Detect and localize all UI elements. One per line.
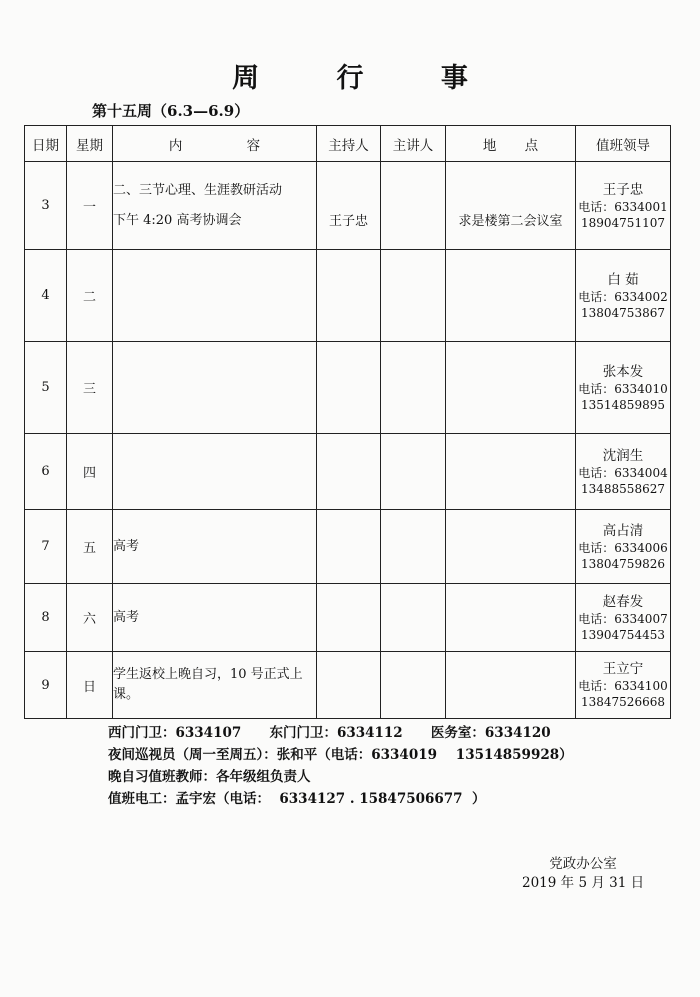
signoff xyxy=(522,855,644,893)
row-date: 8 xyxy=(25,584,67,652)
footer-notes xyxy=(108,722,573,810)
row-weekday: 三 xyxy=(67,342,113,434)
row-content xyxy=(113,342,317,434)
row-date: 6 xyxy=(25,434,67,510)
leader-name: 高占清 xyxy=(602,522,644,539)
row-date: 3 xyxy=(25,162,67,250)
row-weekday: 五 xyxy=(67,510,113,584)
row-date: 7 xyxy=(25,510,67,584)
row-leader xyxy=(576,250,671,342)
row-date: 9 xyxy=(25,652,67,719)
host-name: 王子忠 xyxy=(328,214,368,229)
issue-date: 2019 年 5 月 31 日 xyxy=(522,875,645,891)
leader-name: 王子忠 xyxy=(602,181,644,198)
content-line: 二、三节心理、生涯教研活动 xyxy=(113,182,283,198)
row-speaker xyxy=(381,652,446,719)
row-speaker xyxy=(381,162,446,250)
row-weekday: 二 xyxy=(67,250,113,342)
row-speaker xyxy=(381,342,446,434)
row-content: 高考 xyxy=(113,510,317,584)
header-date: 日期 xyxy=(25,126,67,162)
header-speaker: 主讲人 xyxy=(381,126,446,162)
row-content xyxy=(113,250,317,342)
row-speaker xyxy=(381,584,446,652)
row-speaker xyxy=(381,510,446,584)
row-place xyxy=(446,434,576,510)
table-row xyxy=(25,652,671,719)
row-content: 高考 xyxy=(113,584,317,652)
row-leader xyxy=(576,342,671,434)
table-row xyxy=(25,250,671,342)
row-leader xyxy=(576,510,671,584)
row-date: 4 xyxy=(25,250,67,342)
table-row xyxy=(25,584,671,652)
row-weekday: 六 xyxy=(67,584,113,652)
row-place xyxy=(446,584,576,652)
header-place: 地 点 xyxy=(446,126,576,162)
leader-phone: 电话：6334006 xyxy=(578,540,668,555)
table-row xyxy=(25,162,671,250)
leader-name: 白 茹 xyxy=(607,271,639,288)
leader-name: 沈润生 xyxy=(602,447,644,464)
leader-phone: 电话：6334002 xyxy=(578,289,668,304)
leader-name: 王立宁 xyxy=(602,661,644,677)
row-host xyxy=(317,434,381,510)
row-leader xyxy=(576,652,671,719)
row-weekday: 日 xyxy=(67,652,113,719)
table-row xyxy=(25,342,671,434)
row-host xyxy=(317,510,381,584)
place-name: 求是楼第二会议室 xyxy=(458,214,563,229)
page-title: 周 行 事 xyxy=(232,63,502,94)
row-leader xyxy=(576,584,671,652)
leader-phone: 电话：6334004 xyxy=(578,465,668,480)
row-content xyxy=(113,434,317,510)
row-host xyxy=(317,584,381,652)
issuing-office: 党政办公室 xyxy=(549,856,617,872)
row-place xyxy=(446,342,576,434)
leader-name: 张本发 xyxy=(602,363,644,380)
row-place xyxy=(446,652,576,719)
leader-phone: 电话：6334001 xyxy=(578,199,668,214)
week-label: 第十五周（6.3—6.9） xyxy=(92,102,250,120)
row-leader xyxy=(576,162,671,250)
row-place xyxy=(446,510,576,584)
leader-mobile: 13488558627 xyxy=(581,481,665,496)
schedule-table xyxy=(24,125,671,719)
row-place xyxy=(446,162,576,250)
header-leader: 值班领导 xyxy=(576,126,671,162)
row-host xyxy=(317,250,381,342)
leader-mobile: 13804759826 xyxy=(581,556,665,571)
table-row xyxy=(25,510,671,584)
row-speaker xyxy=(381,434,446,510)
row-place xyxy=(446,250,576,342)
row-content xyxy=(113,162,317,250)
header-host: 主持人 xyxy=(317,126,381,162)
leader-mobile: 13804753867 xyxy=(581,305,665,320)
leader-name: 赵春发 xyxy=(602,593,644,610)
gate-phones: 西门门卫：6334107 东门门卫：6334112 医务室：6334120 xyxy=(108,725,551,741)
leader-mobile: 13514859895 xyxy=(581,397,665,412)
header-row xyxy=(25,126,671,162)
leader-mobile: 13904754453 xyxy=(581,627,665,642)
night-patrol: 夜间巡视员（周一至周五）：张和平（电话：6334019 13514859928） xyxy=(108,747,573,763)
content-line: 下午 4:20 高考协调会 xyxy=(113,212,242,228)
duty-electrician: 值班电工：孟宇宏（电话： 6334127 . 15847506677 ） xyxy=(108,791,486,807)
leader-phone: 电话：6334100 xyxy=(578,679,668,693)
row-weekday: 一 xyxy=(67,162,113,250)
leader-phone: 电话：6334010 xyxy=(578,381,668,396)
evening-study-teachers: 晚自习值班教师：各年级组负责人 xyxy=(108,769,311,785)
leader-mobile: 13847526668 xyxy=(581,695,665,709)
row-host xyxy=(317,342,381,434)
header-weekday: 星期 xyxy=(67,126,113,162)
row-weekday: 四 xyxy=(67,434,113,510)
row-host xyxy=(317,652,381,719)
row-date: 5 xyxy=(25,342,67,434)
table-row xyxy=(25,434,671,510)
header-content: 内 容 xyxy=(113,126,317,162)
row-content: 学生返校上晚自习，10 号正式上课。 xyxy=(113,652,317,719)
row-leader xyxy=(576,434,671,510)
leader-phone: 电话：6334007 xyxy=(578,611,668,626)
row-speaker xyxy=(381,250,446,342)
row-host xyxy=(317,162,381,250)
leader-mobile: 18904751107 xyxy=(581,215,665,230)
